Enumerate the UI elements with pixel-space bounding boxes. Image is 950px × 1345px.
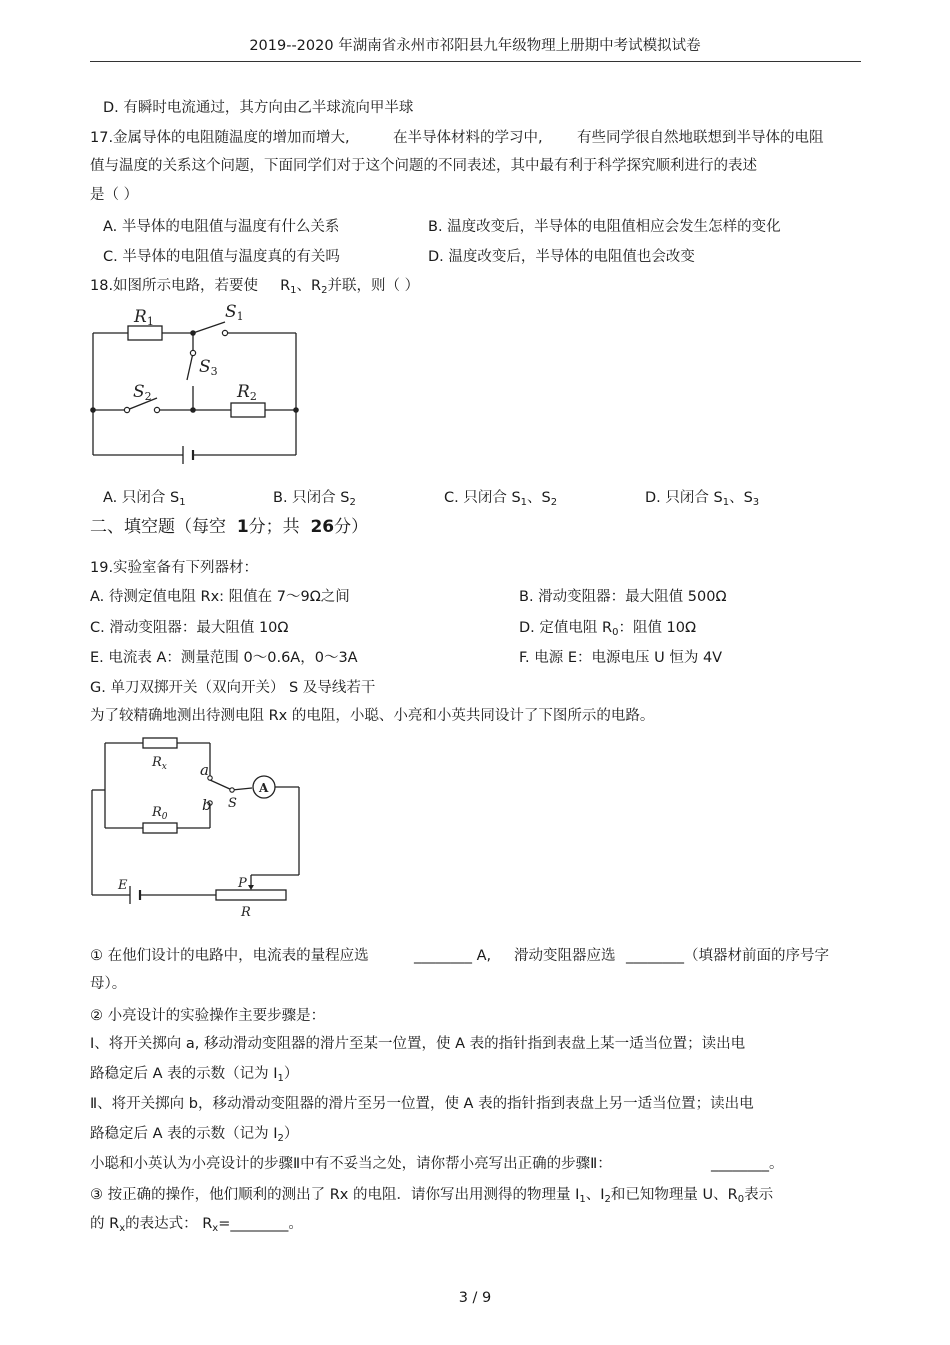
q17-stem-line1a: 17.金属导体的电阻随温度的增加而增大,	[90, 130, 350, 146]
q17-option-d: D. 温度改变后，半导体的电阻值也会改变	[428, 249, 695, 265]
section-2-points: 1	[236, 517, 249, 537]
label-s3: S3	[199, 357, 218, 378]
q18-option-d-text: D. 只闭合 S	[645, 490, 723, 506]
section-2-heading	[90, 517, 368, 537]
q19-part3-sub3: 0	[737, 1194, 745, 1205]
switch-s1-blade	[193, 322, 225, 333]
label-r2: R2	[237, 382, 257, 403]
q18-option-b-text: B. 只闭合 S	[273, 490, 350, 506]
resistor-r1	[128, 326, 162, 340]
q19-part3-line2	[90, 1214, 303, 1239]
q18-r2: R	[311, 278, 322, 294]
q19-design-text: 为了较精确地测出待测电阻 Rx 的电阻，小聪、小亮和小英共同设计了下图所示的电路。	[90, 708, 655, 724]
q18-option-c-mid: 、S	[527, 490, 551, 506]
section-2-total: 26	[310, 517, 335, 537]
q19-item-c: C. 滑动变阻器：最大阻值 10Ω	[90, 620, 289, 636]
q18-option-b-sub: 2	[349, 497, 356, 508]
q19-part3-sub4: x	[119, 1223, 126, 1234]
resistor-rx	[143, 738, 177, 748]
q19-step1-sub: 1	[277, 1073, 284, 1084]
header-divider	[90, 61, 861, 62]
q19-part3-text-c: 表示	[744, 1187, 774, 1203]
q17-stem-line2: 值与温度的关系这个问题，下面同学们对于这个问题的不同表述，其中最有利于科学探究顺利进行的表述	[90, 158, 757, 174]
q18-option-b	[273, 488, 356, 513]
q16-option-d: D. 有瞬时电流通过，其方向由乙半球流向甲半球	[103, 100, 414, 116]
page-header-title: 2019--2020 年湖南省永州市祁阳县九年级物理上册期中考试模拟试卷	[249, 38, 701, 54]
q17-option-b: B. 温度改变后，半导体的电阻值相应会发生怎样的变化	[428, 219, 781, 235]
q19-part1-blank2: ________（填器材前面的序号字	[626, 948, 829, 964]
q18-option-d-sub1: 1	[722, 497, 730, 508]
resistor-r2	[231, 403, 265, 417]
switch-s-blade	[210, 780, 232, 790]
q18-separator: 、	[296, 278, 312, 294]
section-2-post: 分）	[334, 517, 369, 537]
section-2-mid: 分；共	[248, 517, 300, 537]
q18-circuit-diagram	[85, 300, 310, 475]
q19-step1-line2	[90, 1064, 298, 1089]
q19-item-e: E. 电流表 A：测量范围 0～0.6A，0～3A	[90, 650, 358, 666]
q19-part1-b: 滑动变阻器应选	[514, 948, 616, 964]
q19-item-g: G. 单刀双掷开关（双向开关） S 及导线若干	[90, 680, 376, 696]
rheostat-r	[216, 890, 286, 900]
q17-stem-line1c: 有些同学很自然地联想到半导体的电阻	[577, 130, 824, 146]
q19-part3-text-d: 的 R	[90, 1216, 120, 1232]
q19-part3-text-e: 的表达式： R	[125, 1216, 213, 1232]
label-s: S	[228, 796, 237, 811]
q18-stem-start: 18.如图所示电路，若要使	[90, 278, 259, 294]
q19-item-f: F. 电源 E：电源电压 U 恒为 4V	[519, 650, 723, 666]
label-r1: R1	[134, 307, 154, 328]
q18-option-c	[444, 488, 557, 513]
q18-option-a-text: A. 只闭合 S	[103, 490, 180, 506]
label-s1: S1	[225, 302, 244, 323]
q18-option-a	[103, 488, 186, 513]
q19-part2-blank: ________。	[711, 1156, 784, 1172]
q18-option-a-sub: 1	[179, 497, 186, 508]
q19-circuit-diagram	[88, 735, 303, 920]
switch-s3-blade	[187, 353, 193, 380]
q19-part3-sub5: x	[212, 1223, 219, 1234]
q19-item-d	[519, 618, 696, 643]
q19-part1-blank1: ________ A,	[414, 948, 492, 964]
label-rx: $R_x$	[152, 755, 167, 772]
q19-step2-end: ）	[283, 1126, 299, 1142]
q18-option-d-sub2: 3	[752, 497, 760, 508]
q19-item-d-text: D. 定值电阻 R	[519, 620, 613, 636]
q19-step2-line1: Ⅱ、将开关掷向 b，移动滑动变阻器的滑片至另一位置，使 A 表的指针指到表盘上另一适当位置；读出电	[90, 1096, 754, 1112]
q19-part3-line1	[90, 1185, 773, 1210]
q19-step1-end: ）	[283, 1066, 299, 1082]
label-r: R	[241, 905, 251, 920]
page-number: 3 / 9	[458, 1290, 492, 1306]
q17-option-c: C. 半导体的电阻值与温度真的有关吗	[103, 249, 340, 265]
section-2-pre: 二、填空题（每空	[90, 517, 226, 537]
q19-item-d-sub: 0	[612, 627, 619, 638]
label-ammeter-a: A	[259, 781, 269, 795]
q17-option-a: A. 半导体的电阻值与温度有什么关系	[103, 219, 340, 235]
q18-stem	[90, 276, 419, 301]
q19-part3-text-b: 和已知物理量 U、R	[610, 1187, 738, 1203]
q19-item-d-post: ：阻值 10Ω	[618, 620, 697, 636]
resistor-r0	[143, 823, 177, 833]
q18-r1-sub: 1	[290, 285, 297, 296]
q19-item-a: A. 待测定值电阻 Rx: 阻值在 7～9Ω之间	[90, 589, 350, 605]
q18-option-c-sub1: 1	[520, 497, 528, 508]
q19-part3-text-a: ③ 按正确的操作，他们顺利的测出了 Rx 的电阻．请你写出用测得的物理量 I	[90, 1187, 580, 1203]
label-r0: $R_0$	[152, 805, 168, 822]
label-b: b	[202, 796, 212, 814]
q19-step2-sub: 2	[277, 1133, 284, 1144]
q18-option-d	[645, 488, 759, 513]
q17-stem-line1b: 在半导体材料的学习中,	[393, 130, 543, 146]
q18-r1: R	[280, 278, 291, 294]
q19-part3-sub1: 1	[579, 1194, 586, 1205]
q19-part1-a: ① 在他们设计的电路中，电流表的量程应选	[90, 948, 369, 964]
q19-part3-mid: 、I	[585, 1187, 605, 1203]
q19-part2-correction: 小聪和小英认为小亮设计的步骤Ⅱ中有不妥当之处，请你帮小亮写出正确的步骤Ⅱ：	[90, 1156, 612, 1172]
q19-step2-line2-text: 路稳定后 A 表的示数（记为 I	[90, 1126, 278, 1142]
label-s2: S2	[133, 382, 152, 403]
label-e: E	[118, 878, 128, 893]
q18-option-c-sub2: 2	[550, 497, 558, 508]
q19-part2-intro: ② 小亮设计的实验操作主要步骤是：	[90, 1008, 326, 1024]
q18-option-d-mid: 、S	[729, 490, 753, 506]
q19-part1-c: 母）。	[90, 976, 127, 992]
label-a: a	[200, 761, 209, 779]
rheostat-slider-arrow	[248, 885, 254, 890]
label-p: P	[238, 876, 247, 891]
q19-part3-text-f: =________。	[218, 1216, 303, 1232]
q18-r2-sub: 2	[321, 285, 328, 296]
q17-stem-line3: 是（ ）	[90, 187, 139, 203]
q19-step2-line2	[90, 1124, 298, 1149]
q18-stem-end: 并联，则（ ）	[327, 278, 420, 294]
q19-step1-line2-text: 路稳定后 A 表的示数（记为 I	[90, 1066, 278, 1082]
q19-item-b: B. 滑动变阻器：最大阻值 500Ω	[519, 589, 727, 605]
q18-option-c-text: C. 只闭合 S	[444, 490, 521, 506]
q19-part3-sub2: 2	[604, 1194, 611, 1205]
q19-intro: 19.实验室备有下列器材：	[90, 560, 259, 576]
q19-step1-line1: Ⅰ、将开关掷向 a, 移动滑动变阻器的滑片至某一位置，使 A 表的指针指到表盘上某一适当位置；读出电	[90, 1036, 746, 1052]
